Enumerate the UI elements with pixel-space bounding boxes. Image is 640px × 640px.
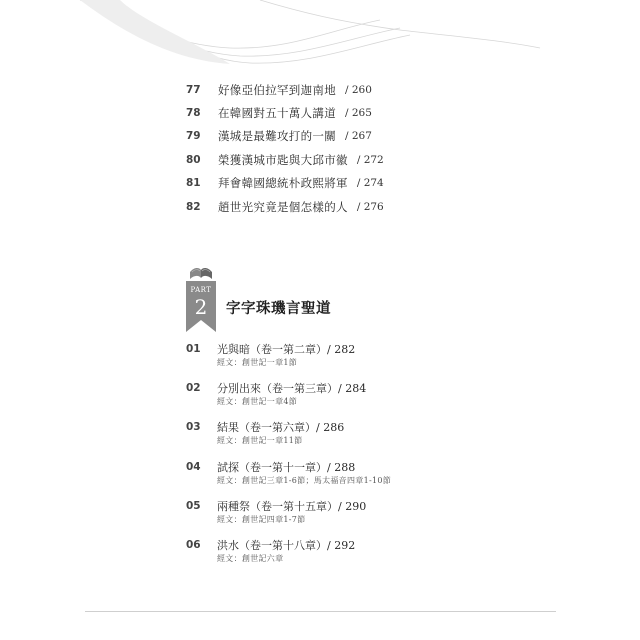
chapter-number: 02: [186, 382, 201, 395]
chapter-title: 試探（卷一第十一章）/ 288: [217, 460, 356, 474]
chapter-title: 在韓國對五十萬人講道: [218, 106, 336, 121]
decorative-swirl: [0, 0, 640, 90]
chapter-number: 05: [186, 499, 201, 512]
part-label: PART: [190, 286, 212, 294]
toc-row-04[interactable]: [186, 460, 391, 499]
chapter-title: 兩種祭（卷一第十五章）/ 290: [217, 499, 367, 513]
page-divider: [85, 611, 556, 612]
page-number: / 267: [345, 130, 372, 143]
chapter-number: 81: [186, 177, 201, 190]
page-number: / 272: [356, 153, 384, 166]
open-book-icon: [190, 268, 212, 279]
chapter-title: 分別出來（卷一第三章）/ 284: [217, 382, 367, 396]
chapter-number: 79: [186, 130, 201, 143]
scripture-reference: 經文：創世記一章11節: [217, 436, 303, 446]
chapter-number: 78: [186, 107, 201, 120]
toc-row-80[interactable]: [186, 148, 384, 171]
chapter-number: 01: [186, 343, 201, 355]
page-number: / 265: [345, 107, 372, 120]
toc-row-79[interactable]: [186, 125, 384, 148]
toc-section-2: [186, 342, 391, 577]
chapter-title: 榮獲漢城市匙與大邱市徽: [218, 152, 348, 167]
scripture-reference: 經文：創世記四章1-7節: [217, 514, 306, 524]
toc-row-06[interactable]: [186, 538, 391, 577]
part-number: 2: [194, 295, 208, 319]
toc-row-02[interactable]: [186, 381, 391, 420]
scripture-reference: 經文：創世記六章: [217, 553, 284, 563]
chapter-title: 好像亞伯拉罕到迦南地: [218, 82, 336, 97]
chapter-title: 結果（卷一第六章）/ 286: [217, 421, 345, 435]
chapter-number: 03: [186, 421, 201, 434]
chapter-title: 漢城是最難攻打的一關: [218, 129, 336, 144]
part-title: 字字珠璣言聖道: [226, 301, 331, 317]
chapter-title: 拜會韓國總統朴政熙將軍: [218, 176, 348, 191]
toc-row-77[interactable]: [186, 78, 384, 101]
chapter-number: 77: [186, 83, 201, 96]
part-badge: [186, 262, 216, 332]
chapter-title: 光與暗（卷一第二章）/ 282: [217, 343, 356, 356]
scripture-reference: 經文：創世記三章1-6節；馬太福音四章1-10節: [217, 475, 392, 485]
toc-row-81[interactable]: [186, 172, 384, 195]
toc-section-1: [186, 78, 384, 218]
toc-row-82[interactable]: [186, 195, 384, 218]
chapter-title: 趙世光究竟是個怎樣的人: [218, 199, 348, 214]
toc-row-03[interactable]: [186, 420, 391, 459]
scripture-reference: 經文：創世記一章1節: [217, 358, 298, 367]
page-number: / 276: [356, 200, 384, 213]
chapter-number: 80: [186, 153, 201, 166]
toc-row-01[interactable]: [186, 342, 391, 381]
page-number: / 260: [345, 83, 372, 96]
toc-row-05[interactable]: [186, 499, 391, 538]
chapter-number: 06: [186, 538, 201, 551]
chapter-number: 82: [186, 200, 201, 213]
page-number: / 274: [356, 177, 384, 190]
chapter-number: 04: [186, 460, 201, 473]
scripture-reference: 經文：創世記一章4節: [217, 397, 298, 407]
chapter-title: 洪水（卷一第十八章）/ 292: [217, 538, 356, 552]
toc-row-78[interactable]: [186, 101, 384, 124]
